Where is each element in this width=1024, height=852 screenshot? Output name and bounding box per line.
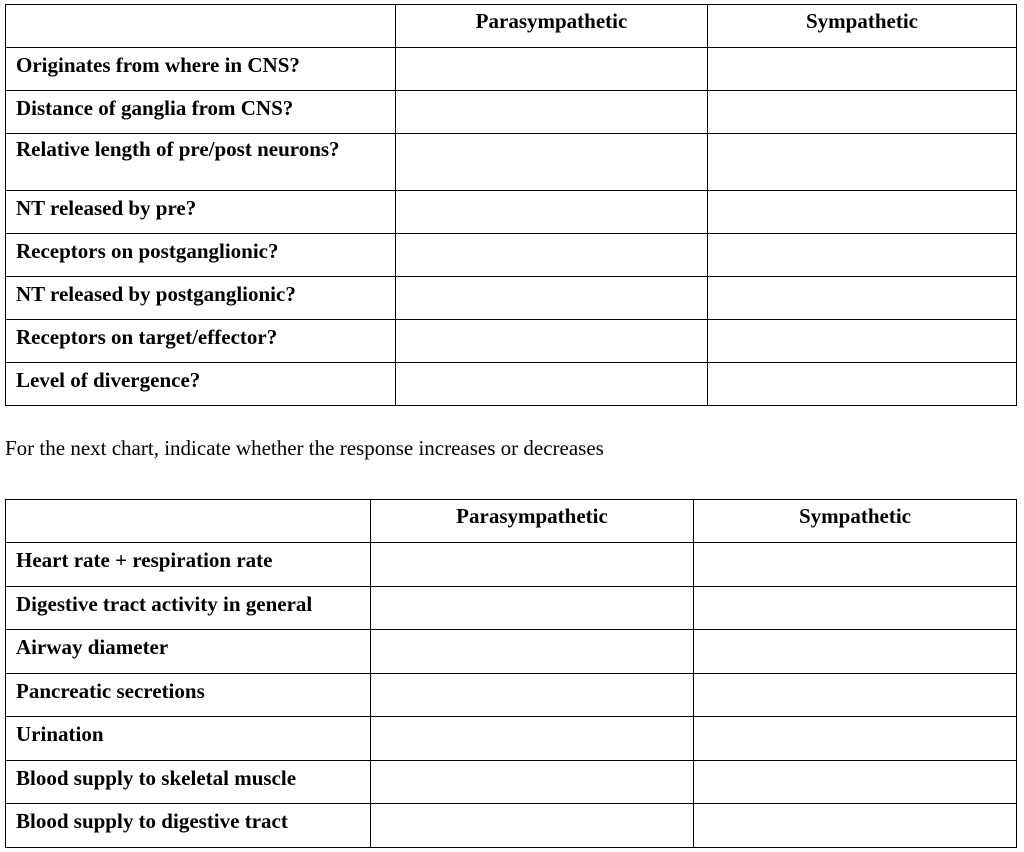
row-label: NT released by pre? (6, 191, 396, 234)
table-row (6, 717, 1017, 761)
answer-cell-sympathetic[interactable] (694, 586, 1017, 630)
answer-cell-parasympathetic[interactable] (371, 543, 694, 587)
row-label: Airway diameter (6, 630, 371, 674)
table-row (6, 760, 1017, 804)
response-table (5, 499, 1017, 848)
table-row (6, 630, 1017, 674)
answer-cell-parasympathetic[interactable] (371, 630, 694, 674)
answer-cell-parasympathetic[interactable] (396, 91, 708, 134)
answer-cell-parasympathetic[interactable] (396, 363, 708, 406)
answer-cell-parasympathetic[interactable] (396, 48, 708, 91)
answer-cell-sympathetic[interactable] (708, 48, 1017, 91)
answer-cell-parasympathetic[interactable] (396, 234, 708, 277)
answer-cell-parasympathetic[interactable] (371, 673, 694, 717)
answer-cell-parasympathetic[interactable] (371, 760, 694, 804)
table-row (6, 91, 1017, 134)
answer-cell-sympathetic[interactable] (708, 234, 1017, 277)
row-label: Distance of ganglia from CNS? (6, 91, 396, 134)
table-header-row (6, 5, 1017, 48)
row-label: Heart rate + respiration rate (6, 543, 371, 587)
table-row (6, 48, 1017, 91)
row-label: Receptors on target/effector? (6, 320, 396, 363)
table-row (6, 673, 1017, 717)
answer-cell-sympathetic[interactable] (708, 134, 1017, 191)
table-row (6, 234, 1017, 277)
row-label: Blood supply to skeletal muscle (6, 760, 371, 804)
answer-cell-parasympathetic[interactable] (396, 320, 708, 363)
header-sympathetic: Sympathetic (708, 5, 1017, 48)
row-label: Pancreatic secretions (6, 673, 371, 717)
answer-cell-sympathetic[interactable] (694, 717, 1017, 761)
table-header-row (6, 500, 1017, 543)
answer-cell-parasympathetic[interactable] (371, 586, 694, 630)
row-label: Urination (6, 717, 371, 761)
table-row (6, 804, 1017, 848)
answer-cell-sympathetic[interactable] (694, 630, 1017, 674)
row-label: Blood supply to digestive tract (6, 804, 371, 848)
table-row (6, 134, 1017, 191)
header-blank-cell (6, 500, 371, 543)
answer-cell-sympathetic[interactable] (694, 673, 1017, 717)
answer-cell-sympathetic[interactable] (694, 543, 1017, 587)
row-label: Receptors on postganglionic? (6, 234, 396, 277)
answer-cell-sympathetic[interactable] (708, 191, 1017, 234)
header-parasympathetic: Parasympathetic (396, 5, 708, 48)
table-row (6, 320, 1017, 363)
answer-cell-sympathetic[interactable] (694, 804, 1017, 848)
answer-cell-parasympathetic[interactable] (396, 134, 708, 191)
row-label: Level of divergence? (6, 363, 396, 406)
answer-cell-sympathetic[interactable] (694, 760, 1017, 804)
header-parasympathetic: Parasympathetic (371, 500, 694, 543)
table-row (6, 191, 1017, 234)
answer-cell-sympathetic[interactable] (708, 91, 1017, 134)
answer-cell-sympathetic[interactable] (708, 277, 1017, 320)
header-blank-cell (6, 5, 396, 48)
row-label: Digestive tract activity in general (6, 586, 371, 630)
autonomic-comparison-table (5, 4, 1017, 406)
table-row (6, 543, 1017, 587)
answer-cell-sympathetic[interactable] (708, 363, 1017, 406)
table-row (6, 586, 1017, 630)
answer-cell-parasympathetic[interactable] (396, 277, 708, 320)
table-row (6, 277, 1017, 320)
answer-cell-parasympathetic[interactable] (396, 191, 708, 234)
instruction-text: For the next chart, indicate whether the response increases or decreases (5, 436, 604, 460)
answer-cell-sympathetic[interactable] (708, 320, 1017, 363)
row-label: NT released by postganglionic? (6, 277, 396, 320)
row-label: Originates from where in CNS? (6, 48, 396, 91)
row-label: Relative length of pre/post neurons? (6, 134, 396, 191)
answer-cell-parasympathetic[interactable] (371, 804, 694, 848)
answer-cell-parasympathetic[interactable] (371, 717, 694, 761)
header-sympathetic: Sympathetic (694, 500, 1017, 543)
table-row (6, 363, 1017, 406)
